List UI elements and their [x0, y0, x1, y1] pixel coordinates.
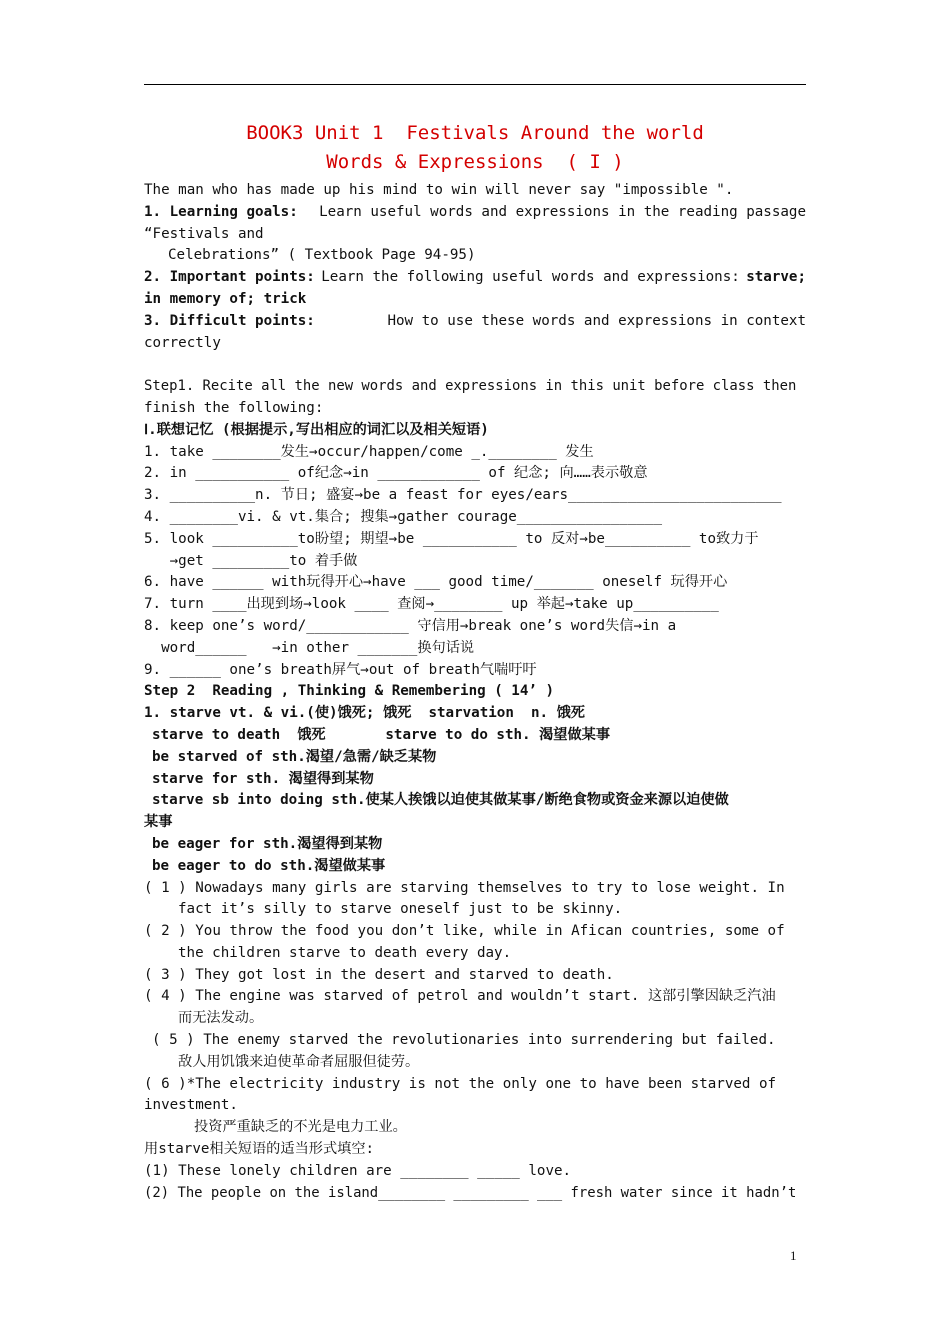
step1-item: 5. look __________to盼望; 期望→be ___________ to 反对→be__________ to致力于	[144, 530, 759, 547]
example: ( 5 ) The enemy starved the revolutionaries into surrendering but failed.	[152, 1032, 776, 1049]
phrase: be eager to do sth.渴望做某事	[152, 857, 386, 874]
phrase: starve sb into doing sth.使某人挨饿以迫使其做某事/断绝食物或资金来源以迫使做	[152, 792, 729, 809]
example: 投资严重缺乏的不光是电力工业。	[194, 1119, 407, 1136]
example: ( 2 ) You throw the food you don’t like, while in Afican countries, some of	[144, 923, 785, 940]
goal-2-bold: starve;	[746, 269, 806, 286]
example: ( 4 ) The engine was starved of petrol and wouldn’t start. 这部引擎因缺乏汽油	[144, 988, 776, 1005]
goal-3-label: 3. Difficult points:	[144, 312, 315, 329]
document-body	[144, 180, 806, 1204]
page-subtitle: Words & Expressions ( I )	[326, 151, 624, 173]
step1-line1: Step1. Recite all the new words and expressions in this unit before class then	[144, 378, 797, 395]
fill-title: 用starve相关短语的适当形式填空:	[144, 1141, 375, 1158]
step1-item: →get _________to 着手做	[144, 552, 358, 569]
step1-item: 9. ______ one’s breath屏气→out of breath气喘吁吁	[144, 661, 537, 678]
step1-item: 1. take ________发生→occur/happen/come _.________ 发生	[144, 443, 594, 460]
goal-3	[144, 311, 806, 333]
step2-title: Step 2 Reading , Thinking & Remembering ( 14’ )	[144, 683, 554, 700]
phrase: starve to death 饿死 starve to do sth. 渴望做某事	[152, 726, 611, 743]
goal-1-label: 1. Learning goals:	[144, 203, 298, 220]
goal-2-cont: in memory of; trick	[144, 290, 307, 307]
goal-2-text: Learn the following useful words and expressions:	[321, 269, 740, 286]
example: ( 1 ) Nowadays many girls are starving themselves to try to lose weight. In	[144, 879, 785, 896]
phrase: be starved of sth.渴望/急需/缺乏某物	[152, 748, 437, 765]
step1-item: 7. turn ____出现到场→look ____ 查阅→________ up 举起→take up__________	[144, 596, 719, 613]
page-title: BOOK3 Unit 1 Festivals Around the world	[246, 122, 704, 144]
step1-item: word______ →in other _______换句话说	[144, 639, 475, 656]
phrase: 某事	[144, 814, 173, 831]
phrase: starve for sth. 渴望得到某物	[152, 770, 374, 787]
step1-line2: finish the following:	[144, 399, 324, 416]
step1-item: 8. keep one’s word/____________ 守信用→break one’s word失信→in a	[144, 617, 677, 634]
step1-item: 6. have ______ with玩得开心→have ___ good time/_______ oneself 玩得开心	[144, 574, 728, 591]
fill-item: (2) The people on the island________ _________ ___ fresh water since it hadn’t	[144, 1184, 797, 1201]
step1-item: 4. ________vi. & vt.集合; 搜集→gather courage_________________	[144, 508, 662, 525]
starve-headword: 1. starve vt. & vi.(使)饿死; 饿死 starvation n. 饿死	[144, 705, 585, 722]
fill-item: (1) These lonely children are ________ _____ love.	[144, 1162, 572, 1179]
example: the children starve to death every day.	[178, 944, 512, 961]
goal-2-label: 2. Important points:	[144, 269, 315, 286]
goal-1	[144, 202, 806, 224]
example: 敌人用饥饿来迫使革命者屈服但徒劳。	[178, 1053, 420, 1070]
goal-1-text: Learn useful words and expressions in the reading passage	[319, 203, 806, 220]
phrase: be eager for sth.渴望得到某物	[152, 835, 383, 852]
goal-3-cont: correctly	[144, 334, 221, 351]
goal-1-cont2: Celebrations” ( Textbook Page 94-95)	[168, 247, 476, 264]
goal-2	[144, 267, 806, 289]
page-number: 1	[790, 1248, 797, 1263]
example: ( 6 )*The electricity industry is not the only one to have been starved of	[144, 1075, 777, 1092]
step1-item: 2. in ___________ of纪念→in ____________ of 纪念; 向……表示敬意	[144, 465, 648, 482]
goal-1-cont: “Festivals and	[144, 225, 264, 242]
top-rule	[144, 84, 806, 85]
step1-item: 3. __________n. 节日; 盛宴→be a feast for eyes/ears_________________________	[144, 487, 782, 504]
example: fact it’s silly to starve oneself just to be skinny.	[178, 901, 623, 918]
spacer	[144, 354, 806, 376]
step1-section-title: Ⅰ.联想记忆 (根据提示,写出相应的词汇以及相关短语)	[144, 421, 489, 438]
example: 而无法发动。	[178, 1010, 264, 1027]
example: investment.	[144, 1097, 238, 1114]
motto: The man who has made up his mind to win will never say "impossible ".	[144, 182, 734, 198]
goal-3-text: How to use these words and expressions in context	[387, 312, 806, 329]
example: ( 3 ) They got lost in the desert and starved to death.	[144, 966, 614, 983]
